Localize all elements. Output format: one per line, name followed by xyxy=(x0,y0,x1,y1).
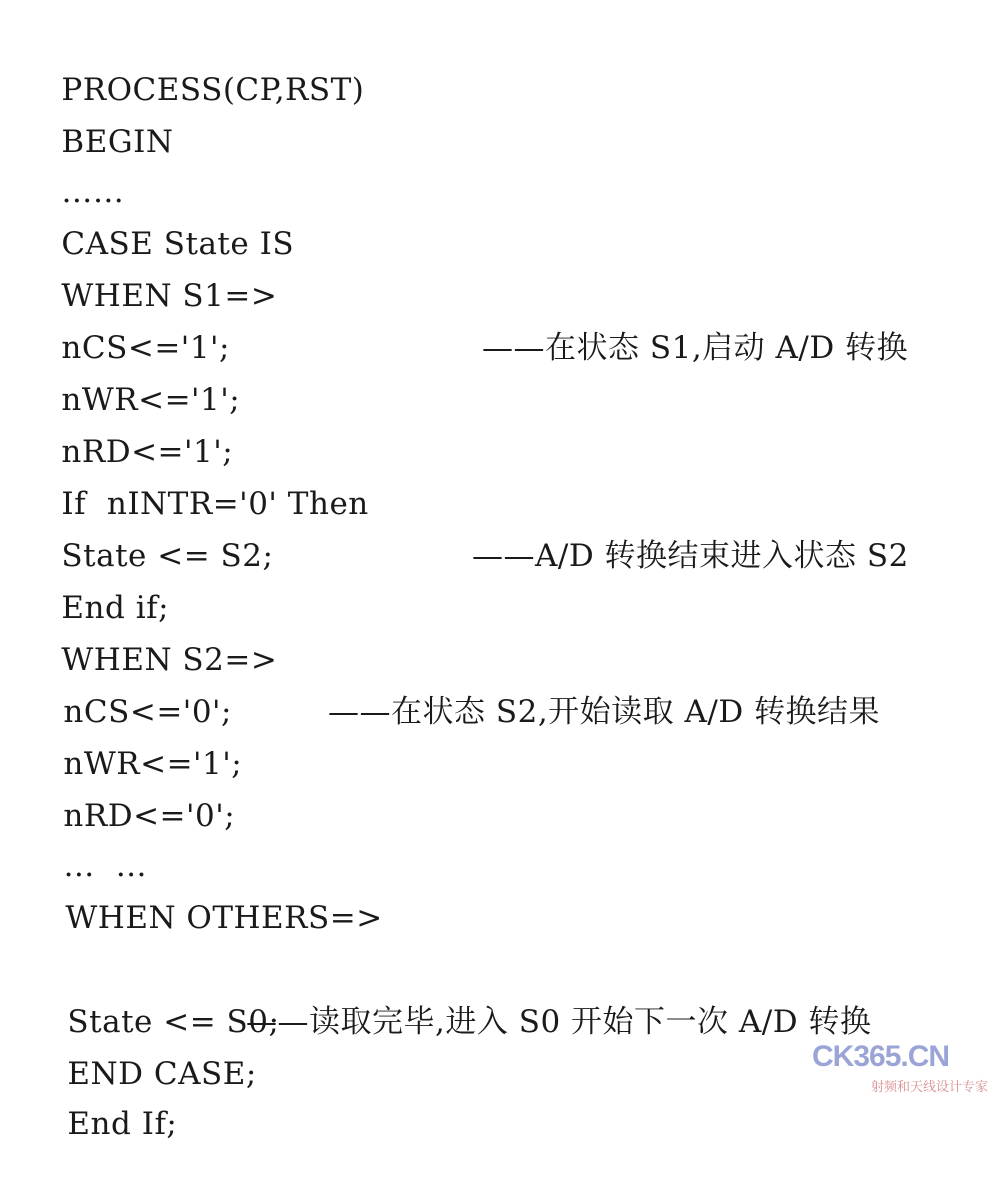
code-text: PROCESS(CP,RST) xyxy=(61,72,365,108)
code-text: State <= S0; xyxy=(67,1004,280,1040)
code-text: nCS<='1'; xyxy=(61,330,231,366)
code-comment: ——A/D 转换结束进入状态 S2 xyxy=(472,538,909,574)
code-line xyxy=(20,12,365,108)
watermark-logo-text: CK365.CN xyxy=(812,1040,950,1073)
code-text: End If; xyxy=(67,1106,178,1142)
code-text: END CASE; xyxy=(67,1056,257,1092)
code-line xyxy=(20,64,174,160)
code-line xyxy=(22,788,148,884)
code-text: State <= S2; xyxy=(61,538,274,574)
code-text: WHEN OTHERS=> xyxy=(65,900,383,936)
code-line xyxy=(20,166,295,262)
code-text: nWR<='1'; xyxy=(61,382,241,418)
watermark-logo xyxy=(812,1040,988,1095)
code-text: WHEN S2=> xyxy=(61,642,278,678)
code-line xyxy=(24,840,383,936)
code-text: nWR<='1'; xyxy=(63,746,243,782)
code-text: CASE State IS xyxy=(61,226,295,262)
code-comment: ——读取完毕,进入 S0 开始下一次 A/D 转换 xyxy=(246,1004,872,1040)
code-text: nCS<='0'; xyxy=(63,694,233,730)
code-text: BEGIN xyxy=(61,124,174,160)
code-text: If nINTR='0' Then xyxy=(61,486,369,522)
code-line xyxy=(26,944,280,1040)
code-text: nRD<='1'; xyxy=(61,434,234,470)
code-text: nRD<='0'; xyxy=(63,798,236,834)
code-text: WHEN S1=> xyxy=(61,278,278,314)
code-text: End if; xyxy=(61,590,170,626)
code-comment: ——在状态 S2,开始读取 A/D 转换结果 xyxy=(328,694,881,730)
code-text: … … xyxy=(63,848,148,884)
code-text: …… xyxy=(61,174,125,210)
code-comment: ——在状态 S1,启动 A/D 转换 xyxy=(482,330,909,366)
watermark-tagline: 射频和天线设计专家 xyxy=(870,1080,988,1095)
